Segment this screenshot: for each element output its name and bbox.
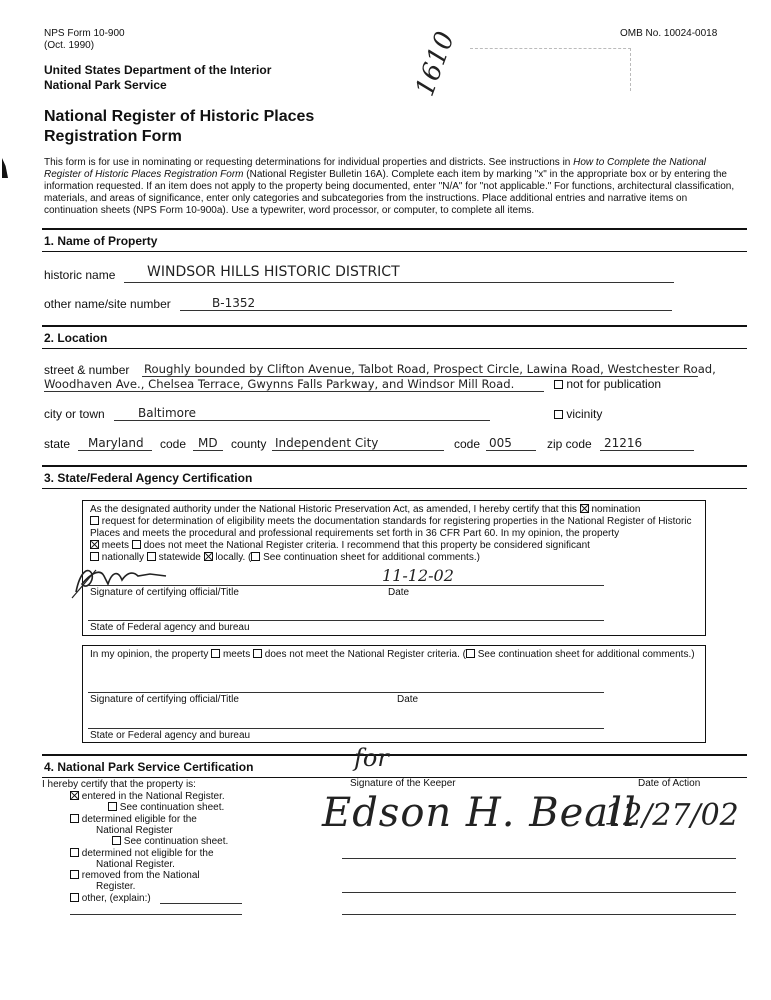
- zip-label: zip code: [547, 437, 592, 451]
- state-code-label: code: [160, 437, 187, 451]
- opinion-text: In my opinion, the property meets does not meet the National Register criteria. ( See continuation sheet for additional comments.): [90, 649, 695, 660]
- form-number: NPS Form 10-900: [44, 28, 125, 39]
- rule: [42, 754, 747, 756]
- not-for-publication-checkbox[interactable]: [554, 380, 563, 389]
- option-removed-line2: Register.: [96, 881, 136, 892]
- underline: [600, 450, 694, 451]
- underline: [160, 903, 242, 904]
- keeper-signature-label: Signature of the Keeper: [350, 778, 456, 789]
- option-not-eligible[interactable]: determined not eligible for the: [70, 848, 214, 860]
- certification-date: 11-12-02: [382, 566, 454, 585]
- removed-checkbox[interactable]: [70, 870, 79, 879]
- rule: [42, 228, 747, 230]
- underline: [88, 585, 604, 586]
- meets-checkbox[interactable]: [90, 540, 99, 549]
- historic-name-value: WINDSOR HILLS HISTORIC DISTRICT: [147, 264, 400, 280]
- vicinity[interactable]: [554, 407, 602, 421]
- opinion-continuation-checkbox[interactable]: [466, 649, 475, 658]
- underline: [124, 282, 674, 283]
- county-label: county: [231, 437, 267, 451]
- entered-checkbox[interactable]: [70, 791, 79, 800]
- date2-label: Date: [397, 694, 419, 705]
- form-title-line2: Registration Form: [44, 128, 182, 145]
- county-value: Independent City: [275, 436, 379, 450]
- underline: [114, 420, 490, 421]
- form-date: (Oct. 1990): [44, 40, 95, 51]
- does-not-meet-checkbox[interactable]: [132, 540, 141, 549]
- nomination-checkbox[interactable]: [580, 504, 589, 513]
- department-name: United States Department of the Interior: [44, 63, 272, 77]
- street-line-1: Roughly bounded by Clifton Avenue, Talbot Road, Prospect Circle, Lawina Road, Westchester Road,: [144, 362, 716, 376]
- opinion-meets-checkbox[interactable]: [211, 649, 220, 658]
- state-certification-text: As the designated authority under the National Historic Preservation Act, as amended, I hereby certify that this nomination request for determination of eligibility meets the documentation standards for registering properties in the National Register of Historic Places and meets the procedural and professional requirements set forth in 36 CFR Part 60. In my opinion, the property meets does not meet the National Register criteria. I recommend that this property be considered significant nationally statewide locally. ( See continuation sheet for additional comments.): [90, 504, 692, 563]
- form-title-line1: National Register of Historic Places: [44, 108, 315, 125]
- state-label: state: [44, 437, 71, 451]
- street-label: street & number: [44, 363, 130, 377]
- certify-text: I hereby certify that the property is:: [42, 779, 196, 790]
- street-line-2: Woodhaven Ave., Chelsea Terrace, Gwynns Falls Parkway, and Windsor Mill Road.: [44, 377, 515, 391]
- signature-label: Signature of certifying official/Title: [90, 587, 239, 598]
- rule: [42, 488, 747, 489]
- option-other[interactable]: other, (explain:): [70, 893, 151, 905]
- section-3-heading: 3. State/Federal Agency Certification: [44, 471, 253, 485]
- option-eligible[interactable]: determined eligible for the: [70, 814, 197, 826]
- date-of-action-label: Date of Action: [638, 778, 701, 789]
- state-code-value: MD: [198, 436, 218, 450]
- keeper-signature: Edson H. Beall: [322, 790, 637, 836]
- underline: [88, 728, 604, 729]
- vicinity-checkbox[interactable]: [554, 410, 563, 419]
- rule: [42, 348, 747, 349]
- other-name-value: B-1352: [212, 296, 256, 310]
- not-eligible-checkbox[interactable]: [70, 848, 79, 857]
- stamp-mark: [470, 48, 631, 91]
- statewide-checkbox[interactable]: [147, 552, 156, 561]
- underline: [342, 914, 736, 915]
- underline: [88, 692, 604, 693]
- underline: [486, 450, 536, 451]
- option-entered[interactable]: entered in the National Register.: [70, 791, 225, 803]
- section-2-heading: 2. Location: [44, 331, 108, 345]
- section-4-heading: 4. National Park Service Certification: [44, 760, 254, 774]
- agency-label: State of Federal agency and bureau: [90, 622, 250, 633]
- rule: [42, 465, 747, 467]
- not-for-publication[interactable]: [554, 377, 661, 391]
- service-name: National Park Service: [44, 78, 167, 92]
- option-eligible-continuation[interactable]: See continuation sheet.: [112, 836, 228, 848]
- other-checkbox[interactable]: [70, 893, 79, 902]
- section-1-heading: 1. Name of Property: [44, 234, 158, 248]
- margin-mark: [2, 158, 8, 178]
- omb-number: OMB No. 10024-0018: [620, 28, 718, 39]
- handwritten-number: 1610: [410, 27, 461, 101]
- option-not-eligible-line2: National Register.: [96, 859, 175, 870]
- underline: [342, 892, 736, 893]
- city-label: city or town: [44, 407, 105, 421]
- option-removed[interactable]: removed from the National: [70, 870, 200, 882]
- zip-value: 21216: [604, 436, 643, 450]
- underline: [78, 450, 152, 451]
- locally-checkbox[interactable]: [204, 552, 213, 561]
- county-code-value: 005: [489, 436, 512, 450]
- underline: [70, 914, 242, 915]
- vicinity-label: vicinity: [566, 407, 603, 421]
- underline: [272, 450, 444, 451]
- city-value: Baltimore: [138, 406, 197, 420]
- underline: [88, 620, 604, 621]
- eligible-continuation-checkbox[interactable]: [112, 836, 121, 845]
- continuation-sheet-checkbox[interactable]: [251, 552, 260, 561]
- intro-paragraph: This form is for use in nominating or requesting determinations for individual properties and districts. See instructions in How to Complete the National Register of Historic Places Registration Form (National Register Bulletin 16A). Complete each item by marking "x" in the appropriate box or by entering the information requested. If an item does not apply to the property being documented, enter "N/A" for "not applicable." For functions, architectural classification, materials, and areas of significance, enter only categories and subcategories from the instructions. Place additional entries and narrative items on continuation sheets (NPS Form 10-900a). Use a typewriter, word processor, or computer, to complete all items.: [44, 157, 735, 216]
- eligible-checkbox[interactable]: [70, 814, 79, 823]
- nationally-checkbox[interactable]: [90, 552, 99, 561]
- action-date: 12/27/02: [604, 798, 739, 833]
- signature2-label: Signature of certifying official/Title: [90, 694, 239, 705]
- underline: [342, 858, 736, 859]
- historic-name-label: historic name: [44, 268, 116, 282]
- rule: [42, 251, 747, 252]
- date-label: Date: [388, 587, 410, 598]
- underline: [180, 310, 672, 311]
- option-eligible-line2: National Register: [96, 825, 173, 836]
- state-value: Maryland: [88, 436, 144, 450]
- underline: [44, 391, 544, 392]
- agency2-label: State or Federal agency and bureau: [90, 730, 251, 741]
- rule: [42, 325, 747, 327]
- opinion-does-not-meet-checkbox[interactable]: [253, 649, 262, 658]
- not-for-publication-label: not for publication: [566, 377, 662, 391]
- entered-continuation-checkbox[interactable]: [108, 802, 117, 811]
- option-entered-continuation[interactable]: See continuation sheet.: [108, 802, 224, 814]
- eligibility-request-checkbox[interactable]: [90, 516, 99, 525]
- other-name-label: other name/site number: [44, 297, 171, 311]
- handwritten-for: for: [354, 744, 389, 772]
- underline: [193, 450, 223, 451]
- county-code-label: code: [454, 437, 481, 451]
